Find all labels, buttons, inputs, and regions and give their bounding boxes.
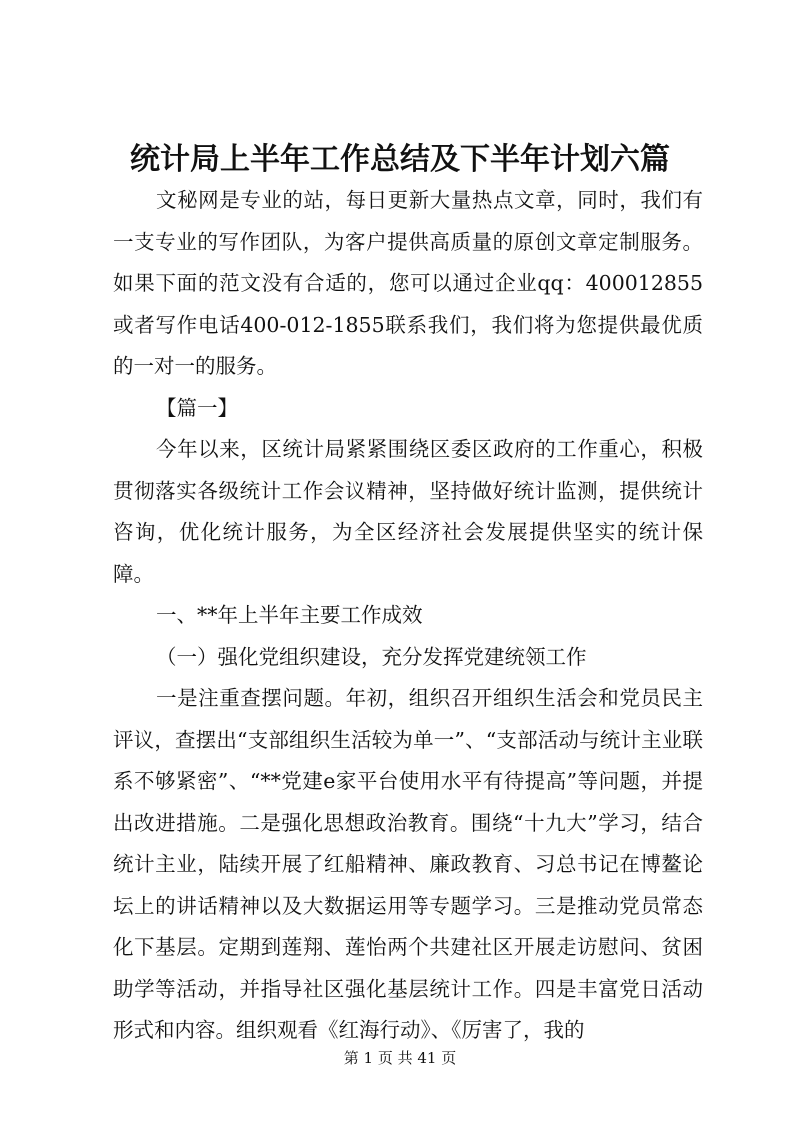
section-heading: 一、**年上半年主要工作成效 (156, 603, 423, 627)
section-marker: 【篇一】 (156, 395, 239, 420)
summary-paragraph: 今年以来，区统计局紧紧围绕区委区政府的工作重心，积极贯彻落实各级统计工作会议精神，坚持做好统计监测，提供统计咨询，优化统计服务，为全区经济社会发展提供坚实的统计保障。 (113, 437, 703, 586)
page-footer: 第 1 页 共 41 页 (343, 1049, 457, 1067)
body-paragraph: 一是注重查摆问题。年初，组织召开组织生活会和党员民主评议，查摆出“支部组织生活较为单一”、“支部活动与统计主业联系不够紧密”、“**党建e家平台使用水平有待提高”等问题，并提出改进措施。二是强化思想政治教育。围绕“十九大”学习，结合统计主业，陆续开展了红船精神、廉政教育、习总书记在博鳌论坛上的讲话精神以及大数据运用等专题学习。三是推动党员常态化下基层。定期到莲翔、莲怡两个共建社区开展走访慰问、贫困助学等活动，并指导社区强化基层统计工作。四是丰富党日活动形式和内容。组织观看《红海行动》、《厉害了，我的 (113, 686, 703, 1042)
subsection-heading: （一）强化党组织建设，充分发挥党建统领工作 (156, 644, 587, 669)
intro-paragraph: 文秘网是专业的站，每日更新大量热点文章，同时，我们有一支专业的写作团队，为客户提供高质量的原创文章定制服务。如果下面的范文没有合适的，您可以通过企业qq：400012855或者写作电话400-012-1855联系我们，我们将为您提供最优质的一对一的服务。 (113, 188, 703, 378)
document-title: 统计局上半年工作总结及下半年计划六篇 (130, 142, 670, 177)
document-body (113, 180, 703, 1052)
